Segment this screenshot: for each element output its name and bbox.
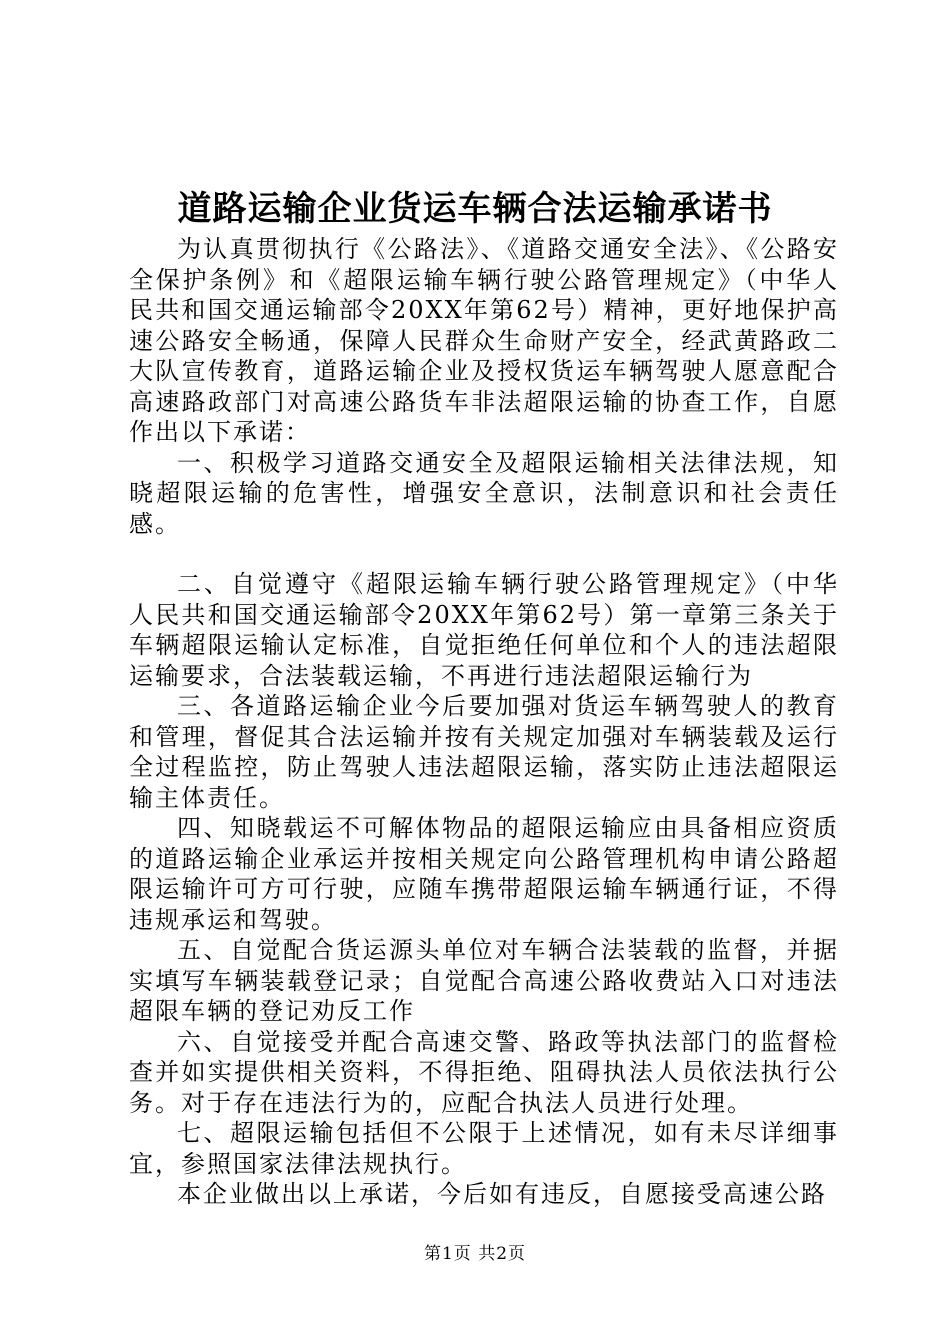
page-number-footer: 第1页 共2页 [423, 1244, 527, 1264]
intro-paragraph: 为认真贯彻执行《公路法》、《道路交通安全法》、《公路安全保护条例》和《超限运输车辆行驶公路管理规定》（中华人民共和国交通运输部令20XX年第62号）精神，更好地保护高速公路安全畅通，保障人民群众生命财产安全，经武黄路政二大队宣传教育，道路运输企业及授权货运车辆驾驶人愿意配合高速路政部门对高速公路货车非法超限运输的协查工作，自愿作出以下承诺： [129, 235, 839, 446]
commitment-1-paragraph: 一、积极学习道路交通安全及超限运输相关法律法规，知晓超限运输的危害性，增强安全意识，法制意识和社会责任感。 [129, 448, 839, 538]
commitment-5-paragraph: 五、自觉配合货运源头单位对车辆合法装载的监督，并据实填写车辆装载登记录；自觉配合高速公路收费站入口对违法超限车辆的登记劝反工作 [129, 936, 839, 1025]
commitment-6-paragraph: 六、自觉接受并配合高速交警、路政等执法部门的监督检查并如实提供相关资料，不得拒绝、阻碍执法人员依法执行公务。对于存在违法行为的，应配合执法人员进行处理。 [129, 1027, 839, 1117]
commitment-2-paragraph: 二、自觉遵守《超限运输车辆行驶公路管理规定》（中华人民共和国交通运输部令20XX年第62号）第一章第三条关于车辆超限运输认定标准，自觉拒绝任何单位和个人的违法超限运输要求，合法装载运输，不再进行违法超限运输行为 [129, 570, 839, 690]
document-title: 道路运输企业货运车辆合法运输承诺书 [177, 189, 773, 229]
commitment-7-paragraph: 七、超限运输包括但不公限于上述情况，如有未尽详细事宜，参照国家法律法规执行。 [129, 1119, 839, 1178]
commitment-4-paragraph: 四、知晓载运不可解体物品的超限运输应由具备相应资质的道路运输企业承运并按相关规定向公路管理机构申请公路超限运输许可方可行驶，应随车携带超限运输车辆通行证，不得违规承运和驾驶。 [129, 814, 839, 934]
closing-paragraph: 本企业做出以上承诺，今后如有违反，自愿接受高速公路 [177, 1180, 827, 1208]
commitment-3-paragraph: 三、各道路运输企业今后要加强对货运车辆驾驶人的教育和管理，督促其合法运输并按有关规定加强对车辆装载及运行全过程监控，防止驾驶人违法超限运输，落实防止违法超限运输主体责任。 [129, 692, 839, 812]
paragraph-spacer [129, 539, 839, 569]
document-body [129, 234, 839, 1210]
